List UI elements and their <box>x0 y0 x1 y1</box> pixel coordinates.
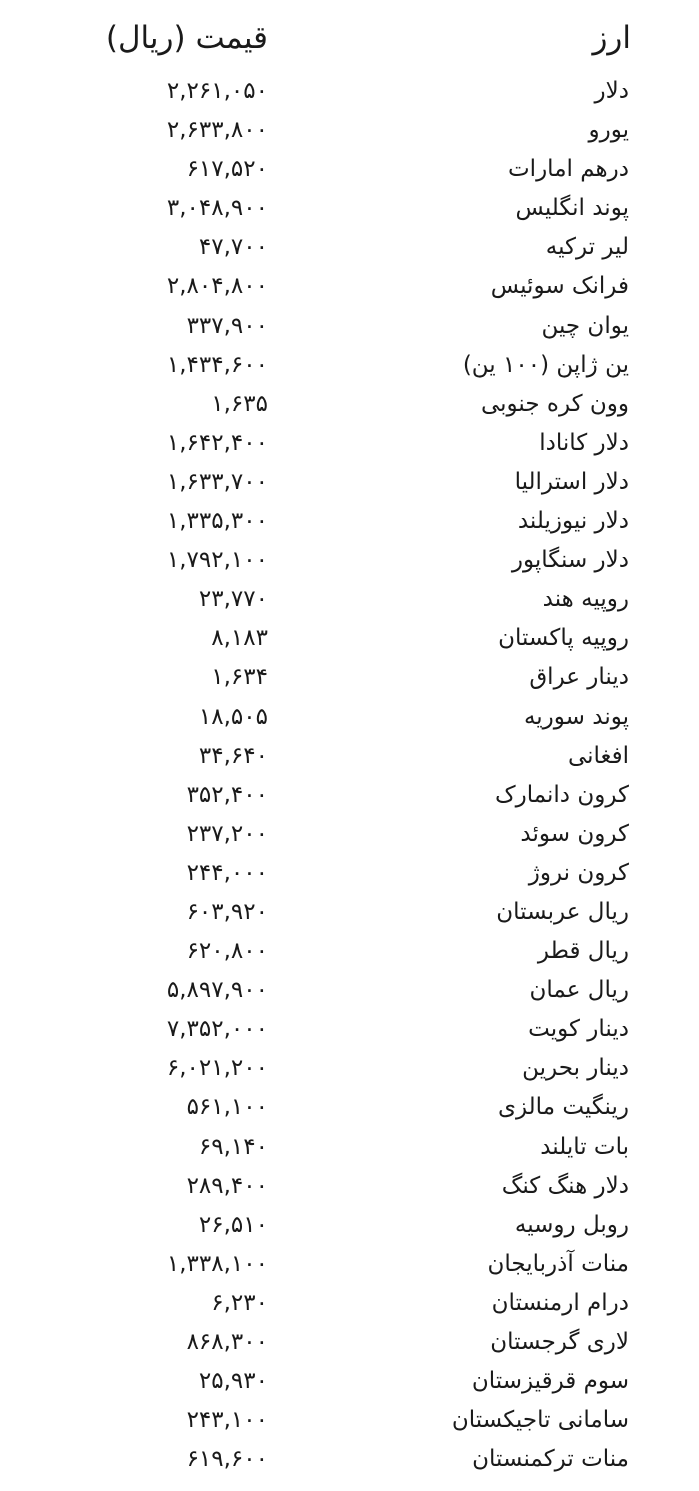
currency-price: ۱,۶۴۲,۴۰۰ <box>166 429 268 456</box>
table-row <box>0 1048 699 1087</box>
currency-name: دینار کویت <box>528 1016 629 1043</box>
currency-price: ۲۳۷,۲۰۰ <box>186 820 268 847</box>
table-row <box>0 1244 699 1283</box>
currency-name: دلار نیوزیلند <box>517 508 629 535</box>
table-row <box>0 266 699 305</box>
currency-name: درام ارمنستان <box>491 1289 629 1316</box>
table-row <box>0 579 699 618</box>
currency-name: یوان چین <box>541 312 629 339</box>
table-row <box>0 892 699 931</box>
table-row <box>0 1166 699 1205</box>
currency-name: یورو <box>588 117 629 144</box>
currency-name: ریال قطر <box>537 938 629 965</box>
currency-price: ۶۰۳,۹۲۰ <box>186 898 268 925</box>
currency-price: ۶۱۹,۶۰۰ <box>186 1446 268 1473</box>
table-row <box>0 501 699 540</box>
currency-name: پوند سوریه <box>523 703 629 730</box>
table-header <box>0 0 699 80</box>
currency-name: رینگیت مالزی <box>497 1094 629 1121</box>
currency-price: ۶۲۰,۸۰۰ <box>186 938 268 965</box>
currency-name: دینار بحرین <box>522 1055 629 1082</box>
currency-price: ۲۳,۷۷۰ <box>198 586 268 613</box>
currency-price: ۶,۲۳۰ <box>211 1289 268 1316</box>
table-row <box>0 423 699 462</box>
currency-name: کرون دانمارک <box>495 781 629 808</box>
currency-column-header: ارز <box>592 20 631 56</box>
currency-name: ریال عمان <box>529 977 629 1004</box>
table-row <box>0 1439 699 1478</box>
currency-name: کرون سوئد <box>520 820 629 847</box>
currency-name: روپیه هند <box>542 586 629 613</box>
currency-price: ۱,۳۳۸,۱۰۰ <box>166 1250 268 1277</box>
currency-price: ۲,۸۰۴,۸۰۰ <box>166 273 268 300</box>
currency-price: ۶,۰۲۱,۲۰۰ <box>166 1055 268 1082</box>
currency-name: دلار <box>594 78 629 104</box>
table-row <box>0 227 699 266</box>
table-row <box>0 1087 699 1126</box>
table-row <box>0 931 699 970</box>
currency-name: روبل روسیه <box>514 1211 629 1238</box>
currency-name: دینار عراق <box>529 664 629 691</box>
currency-name: لاری گرجستان <box>490 1329 629 1355</box>
table-row <box>0 814 699 853</box>
table-row <box>0 1322 699 1361</box>
table-row <box>0 736 699 775</box>
currency-name: لیر ترکیه <box>545 234 629 261</box>
currency-name: منات ترکمنستان <box>472 1446 629 1473</box>
price-column-header: قیمت (ریال) <box>105 20 268 56</box>
currency-price: ۶۹,۱۴۰ <box>198 1133 268 1160</box>
table-row <box>0 345 699 384</box>
currency-price: ۱۸,۵۰۵ <box>198 703 268 730</box>
currency-name: سوم قرقیزستان <box>471 1368 629 1395</box>
currency-price: ۱,۶۳۴ <box>211 664 268 691</box>
currency-list <box>0 71 699 1478</box>
currency-price: ۸۶۸,۳۰۰ <box>186 1329 268 1355</box>
currency-price: ۲۸۹,۴۰۰ <box>186 1172 268 1199</box>
currency-price: ۳۴,۶۴۰ <box>198 742 268 769</box>
currency-price: ۳۵۲,۴۰۰ <box>186 781 268 808</box>
currency-price: ۲۵,۹۳۰ <box>198 1368 268 1395</box>
currency-price: ۲,۲۶۱,۰۵۰ <box>166 78 268 104</box>
table-row <box>0 618 699 657</box>
currency-name: وون کره جنوبی <box>480 390 629 417</box>
table-row <box>0 1361 699 1400</box>
table-row <box>0 1009 699 1048</box>
currency-price: ۶۱۷,۵۲۰ <box>186 156 268 183</box>
table-row <box>0 1283 699 1322</box>
currency-name: فرانک سوئیس <box>490 273 629 300</box>
currency-price: ۷,۳۵۲,۰۰۰ <box>166 1016 268 1043</box>
currency-price: ۵۶۱,۱۰۰ <box>186 1094 268 1121</box>
currency-price: ۲۴۳,۱۰۰ <box>186 1407 268 1434</box>
table-row <box>0 1127 699 1166</box>
table-row <box>0 110 699 149</box>
currency-price: ۸,۱۸۳ <box>211 625 268 652</box>
currency-name: دلار استرالیا <box>514 468 629 495</box>
currency-name: کرون نروژ <box>528 859 629 886</box>
currency-name: بات تایلند <box>540 1133 629 1160</box>
table-row <box>0 657 699 696</box>
currency-price: ۱,۴۳۴,۶۰۰ <box>166 351 268 378</box>
currency-price: ۱,۶۳۵ <box>211 390 268 417</box>
currency-name: ین ژاپن (۱۰۰ ین) <box>462 351 629 378</box>
currency-name: ریال عربستان <box>496 898 629 925</box>
table-row <box>0 384 699 423</box>
table-row <box>0 149 699 188</box>
currency-price: ۲۶,۵۱۰ <box>198 1211 268 1238</box>
table-row <box>0 853 699 892</box>
table-row <box>0 462 699 501</box>
table-row <box>0 188 699 227</box>
table-row <box>0 306 699 345</box>
currency-name: سامانی تاجیکستان <box>451 1407 629 1434</box>
currency-name: افغانی <box>567 742 629 769</box>
currency-name: روپیه پاکستان <box>498 625 629 652</box>
currency-price: ۲,۶۳۳,۸۰۰ <box>166 117 268 144</box>
currency-name: دلار سنگاپور <box>511 547 629 574</box>
table-row <box>0 775 699 814</box>
table-row <box>0 697 699 736</box>
currency-name: پوند انگلیس <box>515 195 629 222</box>
table-row <box>0 1400 699 1439</box>
currency-name: دلار کانادا <box>539 429 629 456</box>
currency-price: ۱,۶۳۳,۷۰۰ <box>166 468 268 495</box>
table-row <box>0 540 699 579</box>
currency-price: ۱,۷۹۲,۱۰۰ <box>166 547 268 574</box>
currency-price: ۵,۸۹۷,۹۰۰ <box>166 977 268 1004</box>
table-row <box>0 1205 699 1244</box>
currency-price: ۳۳۷,۹۰۰ <box>186 312 268 339</box>
table-row <box>0 71 699 110</box>
currency-name: منات آذربایجان <box>487 1250 629 1277</box>
currency-name: دلار هنگ کنگ <box>501 1172 629 1199</box>
currency-price: ۴۷,۷۰۰ <box>198 234 268 261</box>
currency-price: ۳,۰۴۸,۹۰۰ <box>166 195 268 222</box>
currency-price: ۱,۳۳۵,۳۰۰ <box>166 508 268 535</box>
currency-name: درهم امارات <box>508 156 629 183</box>
table-row <box>0 970 699 1009</box>
currency-price: ۲۴۴,۰۰۰ <box>186 859 268 886</box>
